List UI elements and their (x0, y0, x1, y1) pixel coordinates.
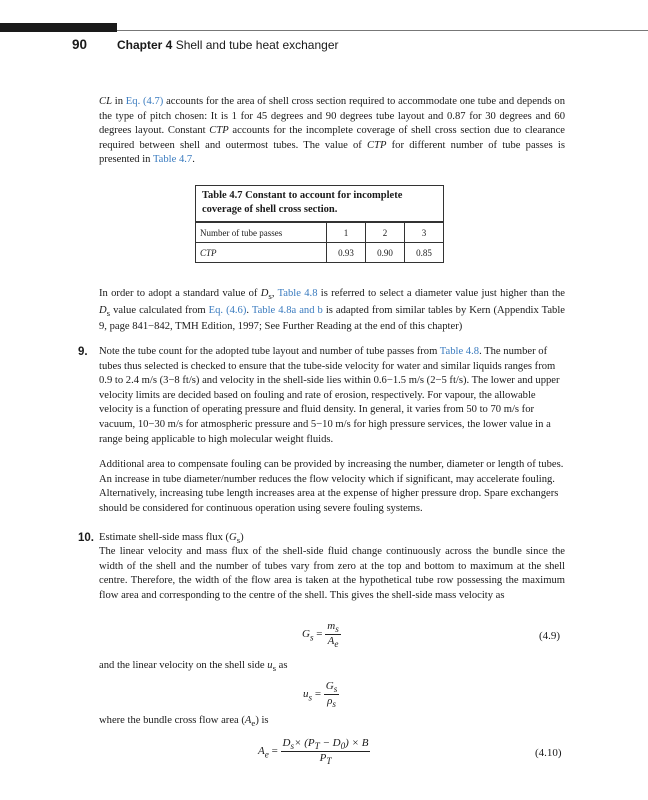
subscript: s (335, 624, 339, 635)
paragraph-standard-diameter (99, 287, 565, 335)
subscript: s (236, 535, 241, 546)
text: in (111, 96, 126, 107)
subscript: s (308, 692, 313, 703)
numerator-part: ) × B (345, 737, 369, 749)
paragraph-cl-ctp (99, 95, 565, 168)
text: as (276, 660, 288, 671)
text: and the linear velocity on the shell side (99, 660, 268, 671)
text-linear-velocity (99, 659, 565, 676)
table-cell: 2 (366, 222, 405, 243)
var-a: A (244, 715, 252, 726)
subscript: s (332, 699, 336, 710)
item-10-body: The linear velocity and mass flux of the shell-side fluid change continuously across the bundle since the width of the shell and the number of tubes vary from zero at the top and bottom to maximum at the shell centre. Therefore, the width of the flow area is taken at the hypothetical tube row possessing the maximum flow area and corresponding to the centre of the shell. This gives the shell-side mass velocity as (99, 546, 565, 601)
item-9-extra: Additional area to compensate fouling can be provided by increasing the number, diameter or length of tubes. An increase in tube diameter/number reduces the flow velocity which if significant, may accelerate fouling. Alternatively, increasing tube length increases area at the expense of higher pressure drop. Spare exchangers should be considered for continuous operation using severe fouling systems. (99, 459, 564, 514)
subscript: e (334, 639, 339, 650)
denominator: P (319, 752, 327, 765)
link-table-4-8[interactable]: Table 4.8 (277, 288, 318, 299)
text: where the bundle cross flow area ( (99, 715, 245, 726)
text: . (192, 154, 195, 166)
chapter-heading (117, 38, 339, 52)
equation-4-9 (302, 620, 341, 649)
fraction (281, 737, 371, 766)
row-label-ctp: CTP (196, 243, 327, 263)
numerator: G (325, 680, 334, 692)
text: . (246, 304, 252, 316)
numerator: D (282, 737, 291, 749)
subscript: e (264, 749, 269, 760)
text: for different number of tube passes is presented in (99, 139, 565, 166)
page-number: 90 (72, 37, 88, 52)
table-cell: 0.90 (366, 243, 405, 263)
text: In order to adopt a standard value of (99, 288, 261, 299)
subscript: s (309, 632, 314, 643)
eq-sign: = (312, 688, 322, 701)
row-label-passes: Number of tube passes (196, 222, 327, 243)
numerator-part: − D (319, 737, 341, 749)
table-cell: 0.93 (327, 243, 366, 263)
text: accounts for the incomplete coverage of shell cross section due to clearance required between shell and outermost tubes. The value of (99, 125, 566, 151)
fraction (324, 680, 340, 709)
subscript: s (333, 684, 338, 695)
text: ) (240, 532, 244, 543)
subscript: T (326, 756, 332, 767)
link-table-4-8[interactable]: Table 4.8 (439, 346, 480, 357)
eq-sign: = (313, 628, 323, 641)
link-table-4-8ab[interactable]: Table 4.8a and b (251, 304, 323, 316)
var-ctp: CTP (209, 125, 229, 137)
subscript: s (106, 307, 111, 318)
subscript: 0 (340, 741, 346, 752)
text: value calculated from (110, 304, 209, 316)
link-eq-4-6[interactable]: Eq. (4.6) (208, 304, 247, 316)
table-row (196, 222, 444, 243)
link-eq-4-7[interactable]: Eq. (4.7) (125, 96, 164, 107)
equation-us (303, 680, 339, 709)
header-bar (0, 23, 117, 32)
link-table-4-7[interactable]: Table 4.7 (152, 154, 193, 166)
text: accounts for the area of shell cross section required to accommodate one tube and depends on the type of pitch chosen: It is 1 for 45 degrees and 90 degrees tube layout and 0.87 for 30 degrees and 60 degrees layout. Constant (99, 96, 565, 137)
subscript: T (314, 741, 320, 752)
table-row (196, 243, 444, 263)
subscript: s (272, 663, 277, 674)
header-rule (117, 30, 648, 31)
var-g: G (229, 532, 237, 543)
text: Note the tube count for the adopted tube layout and number of tube passes from (99, 346, 440, 357)
table-cell: 0.85 (405, 243, 444, 263)
equation-number-4-9: (4.9) (539, 630, 561, 642)
text: ) is (255, 715, 269, 726)
table-cell: 1 (327, 222, 366, 243)
eq-lhs: G (302, 628, 310, 641)
subscript: s (290, 741, 295, 752)
item-9-text (99, 345, 565, 447)
subscript: e (251, 718, 256, 729)
table-cell: 3 (405, 222, 444, 243)
table-4-7 (195, 185, 444, 263)
chapter-title: Shell and tube heat exchanger (175, 38, 339, 52)
numerator-part: × (P (294, 737, 315, 749)
denominator: A (327, 635, 335, 648)
fraction (325, 620, 341, 649)
text: . The number of tubes thus selected is checked to ensure that the tube-side velocity for water and similar liquids ranges from 0.9 to 2.4 m/s (3−8 ft/s) and velocity in the shell-side lies within 0.6−1.5 m/s (2−5 ft/s). The lower and upper velocity limits are decided based on fouling and rate of erosion, respectively. For vapour, the allowable velocity is a function of operating pressure and fluid density. In general, it varies from 50 to 70 m/s for vacuum, 10−30 m/s for atmospheric pressure and 5−10 m/s for high pressure services, the lower value in a range being applicable to high molecular weight fluids. (99, 346, 560, 445)
equation-4-10 (258, 737, 370, 766)
text-bundle-area (99, 714, 565, 731)
eq-sign: = (268, 745, 278, 758)
item-number-9: 9. (78, 346, 88, 358)
denominator: ρ (327, 695, 333, 708)
text: is referred to select a diameter value just higher than the (317, 288, 565, 299)
table-caption: Table 4.7 Constant to account for incomplete coverage of shell cross section. (196, 186, 444, 223)
var-cl: CL (99, 96, 112, 107)
chapter-label: Chapter 4 (117, 38, 173, 52)
subscript: s (268, 291, 272, 302)
var-d: D (260, 288, 269, 299)
var-d: D (99, 304, 107, 316)
eq-lhs: A (258, 745, 265, 758)
text: , (271, 288, 278, 299)
numerator: m (327, 620, 336, 632)
var-u: u (267, 660, 273, 671)
eq-lhs: u (303, 688, 309, 701)
text: Estimate shell-side mass flux ( (99, 532, 230, 543)
equation-number-4-10: (4.10) (535, 747, 562, 759)
text: is adapted from similar tables by Kern (Appendix Table 9, page 841−842, TMH Edition, 1997; See Further Reading at the end of this chapter) (99, 304, 565, 333)
var-ctp: CTP (367, 139, 387, 151)
item-number-10: 10. (78, 532, 94, 544)
